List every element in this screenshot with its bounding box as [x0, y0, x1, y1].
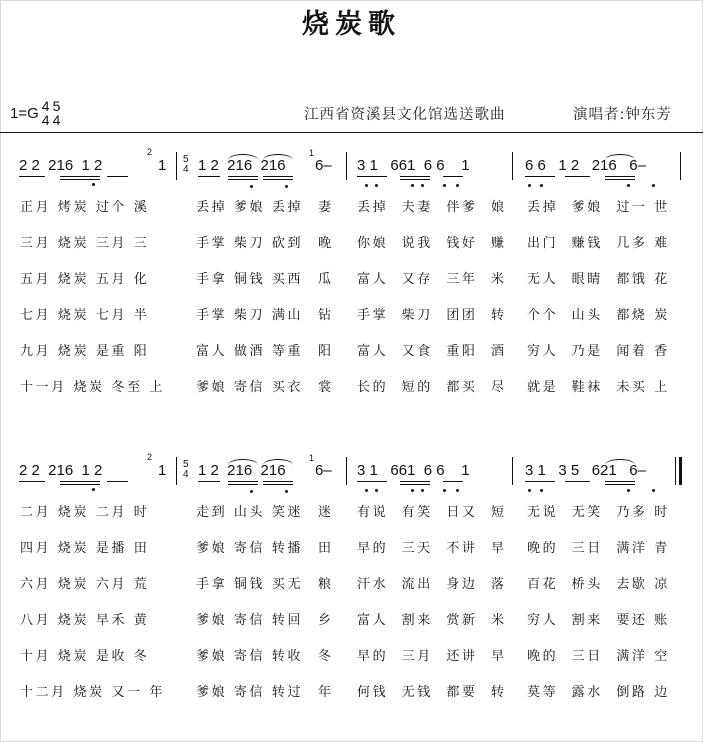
lyric-verse-6-phrase-5: 就是 鞋袜 未买 上	[527, 380, 670, 395]
beam-line	[60, 176, 100, 177]
lyric-verse-1-phrase-5: 丢掉 爹娘 过一 世	[527, 200, 670, 215]
beam-line	[525, 176, 555, 177]
lyric-verse-3-phrase-5: 无人 眼睛 都饿 花	[527, 272, 670, 287]
octave-dot	[627, 184, 630, 187]
barline	[176, 457, 177, 485]
beam-line	[198, 176, 220, 177]
meter-1: 4 4	[41, 98, 50, 128]
lyric-verse-5-phrase-4: 早的 三月 还讲 早	[357, 649, 507, 664]
beam-line	[19, 176, 45, 177]
lyric-verse-4-phrase-1: 七月 烧炭 七月 半	[20, 308, 150, 323]
lyric-verse-3-phrase-1: 五月 烧炭 五月 化	[20, 272, 150, 287]
octave-dot	[92, 183, 95, 186]
beam-line	[400, 176, 430, 177]
lyric-verse-5-phrase-4: 富人 又食 重阳 酒	[357, 344, 507, 359]
slur	[605, 154, 635, 160]
lyric-verse-4-phrase-5: 个个 山头 都烧 炭	[527, 308, 670, 323]
beam-line	[565, 176, 590, 177]
octave-dot	[285, 185, 288, 188]
notation-measure-3: 3 1 661 6 6 1	[357, 157, 470, 174]
beam-line	[525, 481, 555, 482]
lyric-verse-5-phrase-2: 爹娘 寄信 转收	[196, 649, 304, 664]
lyric-verse-1-phrase-2: 走到 山头 笑迷	[196, 505, 304, 520]
beam-line	[357, 481, 387, 482]
slur	[605, 459, 635, 465]
beam-line	[443, 481, 463, 482]
lyric-verse-4-phrase-2: 手掌 柴刀 满山	[196, 308, 304, 323]
lyric-verse-5-phrase-1: 九月 烧炭 是重 阳	[20, 344, 150, 359]
lyric-verse-2-phrase-5: 晚的 三日 满洋 青	[527, 541, 670, 556]
lyric-verse-4-phrase-3: 钻	[318, 308, 334, 323]
beam-line	[228, 176, 258, 177]
lyric-verse-1-phrase-4: 有说 有笑 日又 短	[357, 505, 507, 520]
lyric-verse-1-phrase-3: 迷	[318, 505, 334, 520]
lyric-verse-2-phrase-5: 出门 赚钱 几多 难	[527, 236, 670, 251]
header-rule	[0, 132, 703, 133]
beam-line	[60, 481, 100, 482]
barline	[512, 457, 513, 485]
grace-mark: 1	[309, 453, 315, 463]
beam-line-double	[60, 484, 100, 485]
beam-line-double	[60, 179, 100, 180]
time-signature	[183, 460, 189, 480]
grace-mark: 1	[309, 148, 315, 158]
beam-line	[198, 481, 220, 482]
octave-dot	[421, 489, 424, 492]
beam-line	[107, 176, 128, 177]
lyric-verse-2-phrase-4: 你娘 说我 钱好 赚	[357, 236, 507, 251]
slur	[263, 459, 293, 465]
lyric-verse-4-phrase-2: 爹娘 寄信 转回	[196, 613, 304, 628]
volta-note: 1	[158, 157, 167, 174]
final-barline-thin	[675, 457, 676, 485]
volta-note: 1	[158, 462, 167, 479]
lyric-verse-4-phrase-3: 乡	[318, 613, 334, 628]
lyric-verse-5-phrase-3: 阳	[318, 344, 334, 359]
octave-dot	[250, 490, 253, 493]
volta-mark: 2	[147, 452, 153, 462]
lyric-verse-1-phrase-4: 丢掉 夫妻 伴爹 娘	[357, 200, 507, 215]
beam-line-double	[400, 484, 430, 485]
song-title: 烧炭歌	[302, 9, 401, 40]
barline	[346, 152, 347, 180]
lyric-verse-6-phrase-4: 何钱 无钱 都要 转	[357, 685, 507, 700]
beam-line-double	[605, 484, 635, 485]
key-prefix: 1=G	[10, 104, 39, 122]
beam-line-double	[400, 179, 430, 180]
octave-dot	[443, 489, 446, 492]
beam-line	[443, 176, 463, 177]
octave-dot	[285, 490, 288, 493]
octave-dot	[528, 489, 531, 492]
lyric-verse-6-phrase-2: 爹娘 寄信 转过	[196, 685, 304, 700]
octave-dot	[375, 489, 378, 492]
beam-line-double	[263, 484, 293, 485]
lyric-verse-2-phrase-4: 早的 三天 不讲 早	[357, 541, 507, 556]
notation-measure-2: 1 2 216 216	[198, 157, 286, 174]
octave-dot	[411, 489, 414, 492]
octave-dot	[92, 488, 95, 491]
octave-dot	[652, 489, 655, 492]
lyric-verse-3-phrase-1: 六月 烧炭 六月 荒	[20, 577, 150, 592]
lyric-verse-6-phrase-5: 莫等 露水 倒路 边	[527, 685, 670, 700]
octave-dot	[411, 184, 414, 187]
octave-dot	[250, 185, 253, 188]
octave-dot	[627, 489, 630, 492]
time-signature	[183, 155, 189, 175]
lyric-verse-1-phrase-1: 二月 烧炭 二月 时	[20, 505, 150, 520]
lyric-verse-5-phrase-3: 冬	[318, 649, 334, 664]
lyric-verse-6-phrase-3: 裳	[318, 380, 334, 395]
lyric-verse-3-phrase-2: 手拿 铜钱 买西	[196, 272, 304, 287]
lyric-verse-2-phrase-1: 四月 烧炭 是播 田	[20, 541, 150, 556]
octave-dot	[540, 184, 543, 187]
barline	[680, 152, 681, 180]
held-note: 6–	[315, 157, 332, 174]
octave-dot	[456, 184, 459, 187]
beam-line-double	[228, 484, 258, 485]
lyric-verse-5-phrase-5: 晚的 三日 满洋 空	[527, 649, 670, 664]
lyric-verse-4-phrase-1: 八月 烧炭 早禾 黄	[20, 613, 150, 628]
lyric-verse-2-phrase-1: 三月 烧炭 三月 三	[20, 236, 150, 251]
lyric-verse-4-phrase-4: 富人 割来 赏新 米	[357, 613, 507, 628]
octave-dot	[421, 184, 424, 187]
lyric-verse-2-phrase-2: 爹娘 寄信 转播	[196, 541, 304, 556]
beam-line	[605, 176, 635, 177]
lyric-verse-6-phrase-4: 长的 短的 都买 尽	[357, 380, 507, 395]
lyric-verse-3-phrase-3: 瓜	[318, 272, 334, 287]
octave-dot	[443, 184, 446, 187]
lyric-verse-3-phrase-3: 粮	[318, 577, 334, 592]
lyric-verse-5-phrase-1: 十月 烧炭 是收 冬	[20, 649, 150, 664]
lyric-verse-2-phrase-2: 手掌 柴刀 砍到	[196, 236, 304, 251]
slur	[228, 459, 258, 465]
singer-credit: 演唱者:钟东芳	[573, 107, 672, 123]
notation-measure-2: 1 2 216 216	[198, 462, 286, 479]
lyric-verse-6-phrase-2: 爹娘 寄信 买衣	[196, 380, 304, 395]
tsig-top: 5	[183, 154, 189, 165]
slur	[263, 154, 293, 160]
notation-measure-3: 3 1 661 6 6 1	[357, 462, 470, 479]
beam-line-double	[228, 179, 258, 180]
lyric-verse-1-phrase-2: 丢掉 爹娘 丢掉	[196, 200, 304, 215]
beam-line	[400, 481, 430, 482]
tsig-top: 5	[183, 459, 189, 470]
meter-2: 5 4	[52, 98, 61, 128]
lyric-verse-4-phrase-4: 手掌 柴刀 团团 转	[357, 308, 507, 323]
volta-mark: 2	[147, 147, 153, 157]
lyric-verse-1-phrase-1: 正月 烤炭 过个 溪	[20, 200, 150, 215]
barline	[176, 152, 177, 180]
beam-line	[263, 176, 293, 177]
beam-line	[357, 176, 387, 177]
octave-dot	[540, 489, 543, 492]
final-barline-thick	[679, 457, 682, 485]
notation-measure-1: 2 2 216 1 2	[19, 157, 103, 174]
lyric-verse-3-phrase-2: 手拿 铜钱 买无	[196, 577, 304, 592]
lyric-verse-3-phrase-4: 富人 又存 三年 米	[357, 272, 507, 287]
lyric-verse-3-phrase-5: 百花 桥头 去歇 凉	[527, 577, 670, 592]
beam-line-double	[263, 179, 293, 180]
lyric-verse-2-phrase-3: 晚	[318, 236, 334, 251]
beam-line	[19, 481, 45, 482]
slur	[228, 154, 258, 160]
tsig-bottom: 4	[183, 469, 189, 480]
octave-dot	[365, 184, 368, 187]
lyric-verse-6-phrase-1: 十二月 烧炭 又一 年	[20, 685, 165, 700]
beam-line-double	[605, 179, 635, 180]
barline	[346, 457, 347, 485]
octave-dot	[528, 184, 531, 187]
lyric-verse-1-phrase-5: 无说 无笑 乃多 时	[527, 505, 670, 520]
beam-line	[107, 481, 128, 482]
beam-line	[228, 481, 258, 482]
lyric-verse-6-phrase-3: 年	[318, 685, 334, 700]
notation-measure-4: 3 1 3 5 621 6–	[525, 462, 646, 479]
held-note: 6–	[315, 462, 332, 479]
notation-measure-1: 2 2 216 1 2	[19, 462, 103, 479]
beam-line	[565, 481, 590, 482]
key-signature	[10, 98, 60, 128]
octave-dot	[375, 184, 378, 187]
beam-line	[605, 481, 635, 482]
beam-line	[263, 481, 293, 482]
tsig-bottom: 4	[183, 164, 189, 175]
lyric-verse-4-phrase-5: 穷人 割来 要还 账	[527, 613, 670, 628]
lyric-verse-6-phrase-1: 十一月 烧炭 冬至 上	[20, 380, 165, 395]
lyric-verse-5-phrase-2: 富人 做酒 等重	[196, 344, 304, 359]
lyric-verse-3-phrase-4: 汗水 流出 身边 落	[357, 577, 507, 592]
octave-dot	[456, 489, 459, 492]
lyric-verse-1-phrase-3: 妻	[318, 200, 334, 215]
octave-dot	[652, 184, 655, 187]
lyric-verse-5-phrase-5: 穷人 乃是 闻着 香	[527, 344, 670, 359]
notation-measure-4: 6 6 1 2 216 6–	[525, 157, 646, 174]
octave-dot	[365, 489, 368, 492]
source-credit: 江西省资溪县文化馆选送歌曲	[304, 107, 506, 123]
lyric-verse-2-phrase-3: 田	[318, 541, 334, 556]
barline	[512, 152, 513, 180]
